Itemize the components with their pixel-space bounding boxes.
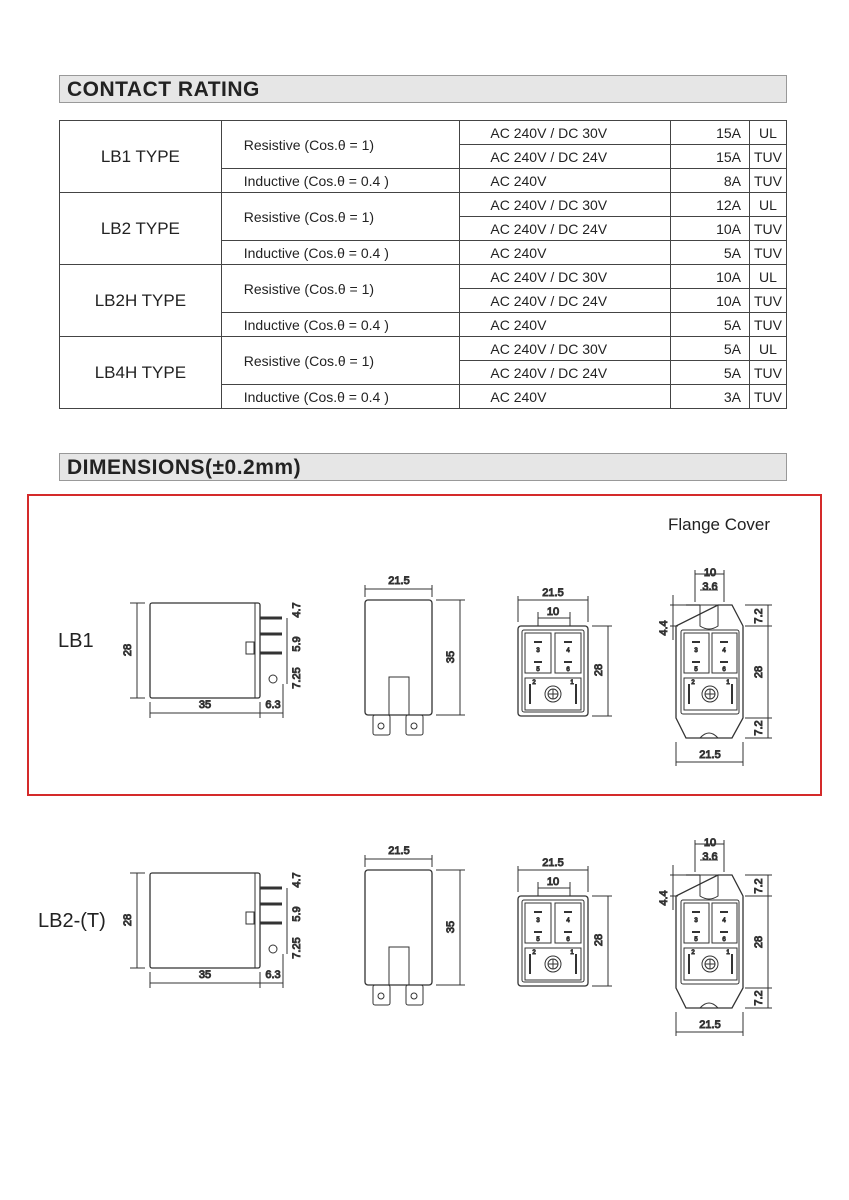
contact-rating-table [59,120,787,409]
pitch-b-dim: 5.9 [291,636,303,652]
terminal-right [406,985,423,1005]
voltage-cell: AC 240V [460,241,671,265]
front-body [365,600,432,715]
resistive-cell: Resistive (Cos.θ = 1) [221,121,460,169]
bottom-inner-dim: 10 [546,876,560,888]
terminal-hole [411,993,417,999]
bottom-width-dim: 21.5 [542,587,564,599]
standard-cell: TUV [750,313,787,337]
standard-cell: TUV [750,289,787,313]
side-length-dim: 35 [198,699,212,711]
flange-cover-label: Flange Cover [668,515,771,534]
flange-top-width-dim: 10 [703,837,717,849]
bottom-height-dim: 28 [593,933,605,947]
voltage-cell: AC 240V / DC 30V [460,337,671,361]
pitch-c-dim: 7.25 [291,667,303,689]
inductive-cell: Inductive (Cos.θ = 0.4 ) [221,169,460,193]
side-view [122,872,303,988]
standard-cell: TUV [750,361,787,385]
terminal-right [406,715,423,735]
voltage-cell: AC 240V / DC 24V [460,361,671,385]
flange-offset-dim: 4.4 [658,620,670,636]
lb1-model-label: LB1 [58,630,94,652]
flange-view [658,567,772,766]
inductive-cell: Inductive (Cos.θ = 0.4 ) [221,313,460,337]
pin-4 [269,945,277,953]
pin-number: 6 [722,667,726,673]
dimensions-header [59,453,787,481]
front-tab [389,677,409,715]
front-width-dim: 21.5 [388,845,410,857]
flange-top-width-dim: 10 [703,567,717,579]
flange-view [658,837,772,1036]
rating-row [60,265,787,289]
voltage-cell: AC 240V / DC 30V [460,265,671,289]
standard-cell: TUV [750,169,787,193]
side-body [150,873,260,968]
voltage-cell: AC 240V / DC 24V [460,217,671,241]
pin-number: 4 [566,918,570,924]
current-cell: 15A [671,145,750,169]
terminal-hole [378,723,384,729]
front-height-dim: 35 [445,650,457,664]
pin-number: 1 [570,680,574,686]
pin-number: 1 [726,680,730,686]
relay-type-cell: LB1 TYPE [60,121,222,193]
side-pin-offset-dim: 6.3 [265,969,281,981]
relay-type-cell: LB4H TYPE [60,337,222,409]
current-cell: 5A [671,361,750,385]
flange-slot-dim: 3.6 [702,581,718,593]
side-length-dim: 35 [198,969,212,981]
front-view [365,845,465,1005]
standard-cell: UL [750,337,787,361]
pin-number: 2 [691,950,695,956]
dimensions-title: DIMENSIONS(±0.2mm) [67,456,302,479]
bottom-view [518,857,612,986]
front-width-dim: 21.5 [388,575,410,587]
bottom-inner [522,630,584,712]
current-cell: 5A [671,337,750,361]
bottom-inner [522,900,584,982]
flange-width-dim: 21.5 [699,749,721,761]
pin-4 [269,675,277,683]
current-cell: 10A [671,217,750,241]
current-cell: 15A [671,121,750,145]
inductive-cell: Inductive (Cos.θ = 0.4 ) [221,241,460,265]
pitch-c-dim: 7.25 [291,937,303,959]
pitch-a-dim: 4.7 [291,872,303,888]
pin-number: 5 [694,667,698,673]
flange-tab-dim: 7.2 [753,608,765,624]
flange-width-dim: 21.5 [699,1019,721,1031]
pin-number: 5 [694,937,698,943]
bottom-inner-dim: 10 [546,606,560,618]
lb2-drawings [0,830,849,1070]
relay-type-cell: LB2 TYPE [60,193,222,265]
rating-row [60,121,787,145]
voltage-cell: AC 240V / DC 24V [460,289,671,313]
current-cell: 8A [671,169,750,193]
rating-row [60,337,787,361]
pin-number: 6 [722,937,726,943]
contact-rating-title: CONTACT RATING [67,78,260,101]
current-cell: 12A [671,193,750,217]
lb2-model-label: LB2-(T) [38,910,106,932]
terminal-hole [378,993,384,999]
voltage-cell: AC 240V / DC 30V [460,121,671,145]
pin-number: 5 [536,667,540,673]
standard-cell: UL [750,265,787,289]
pin-number: 2 [532,950,536,956]
flange-slot-dim: 3.6 [702,851,718,863]
standard-cell: TUV [750,385,787,409]
voltage-cell: AC 240V [460,313,671,337]
flange-body-dim: 28 [753,665,765,679]
current-cell: 10A [671,289,750,313]
terminal-hole [411,723,417,729]
resistive-cell: Resistive (Cos.θ = 1) [221,265,460,313]
pin-number: 6 [566,937,570,943]
pitch-b-dim: 5.9 [291,906,303,922]
standard-cell: TUV [750,241,787,265]
standard-cell: UL [750,121,787,145]
standard-cell: TUV [750,145,787,169]
pin-number: 1 [570,950,574,956]
side-window [246,642,254,654]
front-view [365,575,465,735]
relay-type-cell: LB2H TYPE [60,265,222,337]
standard-cell: UL [750,193,787,217]
flange-tab-bottom-dim: 7.2 [753,720,765,736]
pin-number: 2 [532,680,536,686]
pin-number: 4 [722,648,726,654]
bottom-view [518,587,612,716]
voltage-cell: AC 240V [460,385,671,409]
front-height-dim: 35 [445,920,457,934]
pin-number: 1 [726,950,730,956]
pin-number: 3 [694,648,698,654]
side-height-dim: 28 [122,913,134,927]
rating-row [60,193,787,217]
pin-number: 3 [536,918,540,924]
side-window [246,912,254,924]
front-tab [389,947,409,985]
current-cell: 10A [671,265,750,289]
flange-body-dim: 28 [753,935,765,949]
resistive-cell: Resistive (Cos.θ = 1) [221,337,460,385]
resistive-cell: Resistive (Cos.θ = 1) [221,193,460,241]
voltage-cell: AC 240V / DC 24V [460,145,671,169]
inductive-cell: Inductive (Cos.θ = 0.4 ) [221,385,460,409]
flange-tab-bottom-dim: 7.2 [753,990,765,1006]
pin-number: 4 [722,918,726,924]
pin-number: 3 [694,918,698,924]
terminal-left [373,985,390,1005]
flange-tab-dim: 7.2 [753,878,765,894]
side-height-dim: 28 [122,643,134,657]
current-cell: 5A [671,313,750,337]
pin-number: 3 [536,648,540,654]
flange-offset-dim: 4.4 [658,890,670,906]
bottom-height-dim: 28 [593,663,605,677]
voltage-cell: AC 240V / DC 30V [460,193,671,217]
side-pin-offset-dim: 6.3 [265,699,281,711]
flange-bottom-slot [700,733,718,738]
pitch-a-dim: 4.7 [291,602,303,618]
current-cell: 5A [671,241,750,265]
pin-number: 6 [566,667,570,673]
terminal-left [373,715,390,735]
standard-cell: TUV [750,217,787,241]
bottom-width-dim: 21.5 [542,857,564,869]
side-body [150,603,260,698]
pin-number: 4 [566,648,570,654]
flange-bottom-slot [700,1003,718,1008]
current-cell: 3A [671,385,750,409]
front-body [365,870,432,985]
side-view [122,602,303,718]
pin-number: 5 [536,937,540,943]
pin-number: 2 [691,680,695,686]
contact-rating-header [59,75,787,103]
voltage-cell: AC 240V [460,169,671,193]
lb1-drawings [0,560,849,800]
